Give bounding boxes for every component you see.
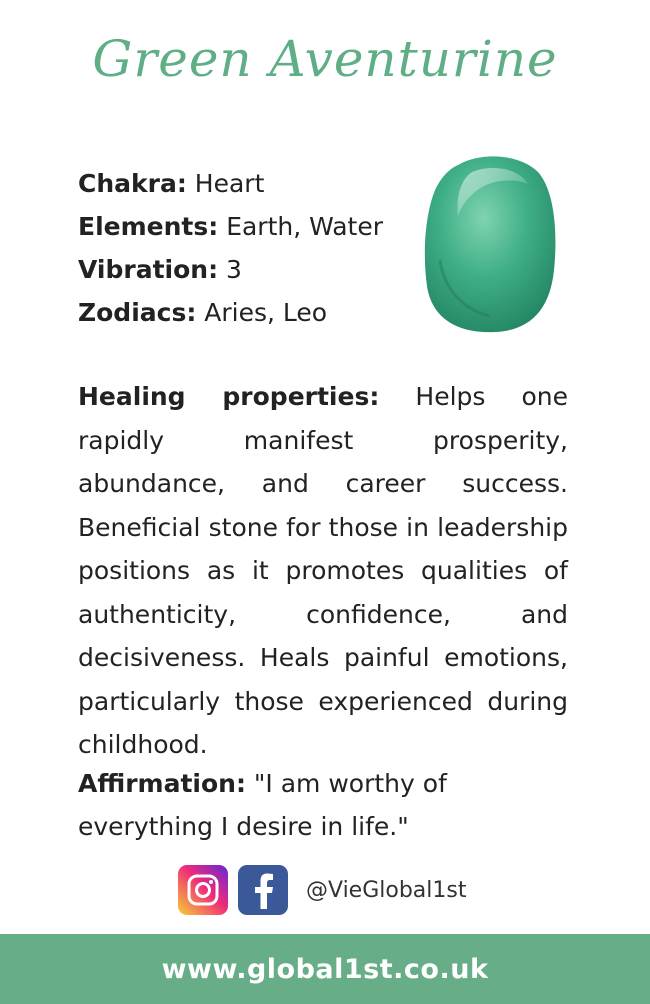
affirmation-label: Affirmation:: [78, 769, 246, 798]
fact-label: Elements:: [78, 212, 219, 241]
footer-bar: [0, 934, 650, 1004]
fact-label: Vibration:: [78, 255, 219, 284]
affirmation: [78, 762, 498, 848]
fact-value: Earth, Water: [226, 212, 384, 241]
instagram-icon[interactable]: [178, 865, 228, 915]
fact-label: Zodiacs:: [78, 298, 197, 327]
affirmation-text: "I am worthy of everything I desire in life.": [78, 769, 447, 841]
fact-value: Heart: [194, 169, 265, 198]
fact-value: 3: [226, 255, 242, 284]
fact-label: Chakra:: [78, 169, 187, 198]
facebook-icon[interactable]: [238, 865, 288, 915]
social-row: [178, 865, 466, 915]
fact-elements: [78, 205, 383, 248]
card-title: Green Aventurine: [92, 30, 558, 88]
fact-vibration: [78, 248, 383, 291]
fact-zodiacs: [78, 291, 383, 334]
fact-value: Aries, Leo: [204, 298, 328, 327]
healing-label: Healing properties:: [78, 382, 380, 411]
healing-properties: [78, 375, 568, 767]
fact-chakra: [78, 162, 383, 205]
website-link[interactable]: www.global1st.co.uk: [161, 953, 489, 985]
green-aventurine-stone-image: [420, 150, 558, 336]
healing-text: Helps one rapidly manifest prosperity, abundance, and career success. Beneficial stone for those in leadership positions as it promotes qualities of authenticity, confidence, and decisiveness. Heals painful emotions, particularly those experienced during childhood.: [78, 382, 568, 759]
stone-facts: [78, 162, 383, 334]
social-handle[interactable]: @VieGlobal1st: [306, 877, 467, 903]
